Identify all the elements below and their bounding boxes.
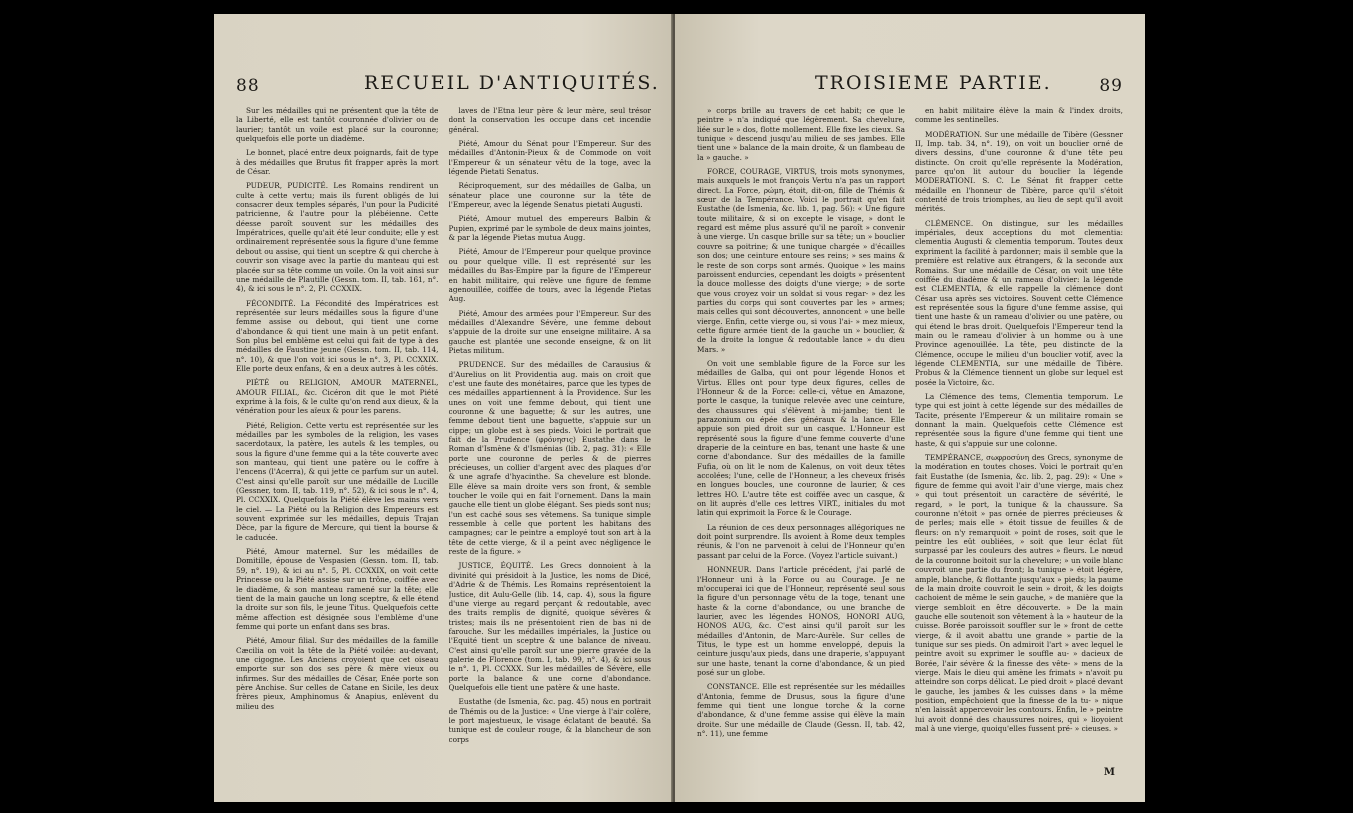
column-2 — [449, 106, 652, 790]
paragraph: Piété, Religion. Cette vertu est représentée sur les médailles par les symboles de la religion, les vases sacerdotaux, la patère, les autels & les temples, ou sous la figure d'une femme qui a la tête couverte avec son manteau, qui tient une patère ou le coffre à l'encens (l'Acerra), & qui jette ce parfum sur un autel. C'est ainsi qu'elle paroît sur une médaille de Lucille (Gessner, tom. II, tab. 119, n°. 52), & ici sous le n°. 4, Pl. CCXXIX. Quelquefois la Piété élève les mains vers le ciel. — La Piété ou la Religion des Empereurs est souvent exprimée sur les médailles, depuis Trajan Dèce, par la figure de Mercure, qui tient la bourse & le caducée. — [236, 420, 439, 542]
paragraph: MODÉRATION. Sur une médaille de Tibère (Gessner II, Imp. tab. 34, n°. 19), on voit un bouclier orné de divers dessins, d'une couronne & d'une tête peu distincte. On croit qu'elle représente la Modération, parce qu'on lit autour du bouclier la légende MODERATIONI. S. C. Le Sénat fit frapper cette médaille en l'honneur de Tibère, parce qu'il s'étoit contenté de trois triomphes, au lieu de sept qu'il avoit mérités. — [915, 129, 1123, 214]
paragraph: PUDEUR, PUDICITÉ. Les Romains rendirent un culte à cette vertu; mais ils furent obligés de lui consacrer deux temples séparés, l'un pour la Pudicité patricienne, & l'autre pour la plébéienne. Cette déesse paroît souvent sur les médailles des Impératrices, quelle qu'ait été leur conduite; elle y est ordinairement représentée sous la figure d'une femme debout ou assise, qui tient un sceptre & qui cherche à couvrir son visage avec la partie du manteau qui est placée sur sa tête comme un voile. On la voit ainsi sur une médaille de Plautille (Gessn. tom. II, tab. 161, n°. 4), & ici sous le n°. 2, Pl. CCXXIX. — [236, 181, 439, 294]
paragraph: Sur les médailles qui ne présentent que la tête de la Liberté, elle est tantôt couronnée d'olivier ou de laurier; tantôt un voile est placé sur la couronne; quelquefois elle porte un diadème. — [236, 106, 439, 144]
page-number: 89 — [1099, 76, 1123, 96]
paragraph: FÉCONDITÉ. La Fécondité des Impératrices est représentée sur leurs médailles sous la figure d'une femme assise ou debout, qui tient une corne d'abondance & qui tient une main à un petit enfant. Son plus bel emblème est celui qui fait de type à des médailles de Faustine jeune (Gessn. tom. II, tab. 114, n°. 10), & que l'on voit ici sous le n°. 3, Pl. CCXXIX. Elle porte deux enfans, & en a deux autres à les côtés. — [236, 298, 439, 373]
paragraph: » corps brille au travers de cet habit; ce que le peintre » n'a indiqué que légèrement. Sa chevelure, liée sur le » dos, flotte mollement. Elle fixe les cieux. Sa tunique » descend jusqu'au milieu de ses jambes. Elle tient une » balance de la main droite, & un flambeau de la » gauche. » — [697, 106, 905, 162]
paragraph: Piété, Amour mutuel des empereurs Balbin & Pupien, exprimé par le symbole de deux mains jointes, & par la légende Pietas mutua Augg. — [448, 214, 651, 243]
paragraph: HONNEUR. Dans l'article précédent, j'ai parlé de l'Honneur uni à la Force ou au Courage. Je ne m'occuperai ici que de l'Honneur, représenté seul sous la figure d'un personnage vêtu de la toge, tenant une haste & la corne d'abondance, ou une branche de laurier, avec les légendes HONOS, HONORI AUG, HONOS AUG, &c. C'est ainsi qu'il paroît sur les médailles d'Antonin, de Marc-Aurèle. Sur celles de Titus, le type est un homme enveloppé, depuis la ceinture jusqu'aux pieds, dans une draperie, s'appuyant sur une haste, tenant la corne d'abondance, & un pied posé sur un globe. — [697, 565, 905, 677]
page-number: 88 — [236, 76, 260, 96]
paragraph: Eustathe (de Ismenia, &c. pag. 45) nous en portrait de Thémis ou de la Justice: « Une vierge à l'air colère, le port majestueux, le visage éclatant de beauté. Sa tunique est de couleur rouge, & la blancheur de son corps — [448, 697, 651, 744]
paragraph: Piété, Amour filial. Sur des médailles de la famille Cæcilia on voit la tête de la Piété voilée: au-devant, une cigogne. Les Anciens croyoient que cet oiseau emporte sur son dos ses père & mère vieux ou infirmes. Sur des médailles de César, Enée porte son père Anchise. Sur celles de Catane en Sicile, les deux frères pieux, Amphinomus & Anapius, enlèvent du milieu des — [236, 636, 439, 711]
paragraph: Piété, Amour maternel. Sur les médailles de Domitille, épouse de Vespasien (Gessn. tom. II, tab. 59, n°. 19), & ici au n°. 5, Pl. CCXXIX, on voit cette Princesse ou la Piété assise sur un trône, coiffée avec le diadème, & son manteau ramené sur la tête; elle tient de la main gauche un long sceptre, & elle étend la droite sur son fils, le jeune Titus. Quelquefois cette même affection est désignée sous l'emblème d'une femme qui porte un enfant dans ses bras. — [236, 547, 439, 631]
left-page — [214, 14, 673, 802]
paragraph: Piété, Amour de l'Empereur pour quelque province ou pour quelque ville. Il est représenté sur les médailles du Bas-Empire par la figure de l'Empereur en habit militaire, qui relève une figure de femme agenouillée, coiffée de tours, avec la légende Pietas Aug. — [448, 247, 651, 304]
paragraph: laves de l'Etna leur père & leur mère, seul trésor dont la conservation les occupe dans cet incendie général. — [448, 106, 651, 134]
paragraph: Réciproquement, sur des médailles de Galba, un sénateur place une couronne sur la tête de l'Empereur, avec la légende Senatus pietati Augusti. — [448, 181, 651, 210]
column-1 — [697, 106, 905, 790]
paragraph: FORCE, COURAGE, VIRTUS, trois mots synonymes, mais auxquels le mot françois Vertu n'a pas un rapport direct. La Force, ρώμη, étoit, dit-on, fille de Thémis & sœur de la Tempérance. Voici le portrait qu'en fait Eustathe (de Ismenia, &c. lib. 1, pag. 56): « Une figure toute militaire, & si on excepte le visage, » dont le regard est même plus assuré qu'il ne paroît » convenir à une vierge. Un casque brille sur sa tête; un » bouclier couvre sa poitrine; & une tunique chargée » d'écailles son dos; une ceinture entoure ses reins; » ses mains & le reste de son corps sont armés. Quoique » les mains paroissent endurcies, cependant les doigts » présentent la douce mollesse des doigts d'une vierge; » de sorte que vous croyez voir un soldat si vous regar- » dez les parties du corps qui sont couvertes par les » armes; mais celles qui sont découvertes, annoncent » une belle vierge. Enfin, cette vierge ou, si vous l'ai- » mez mieux, cette figure armée tient de la gauche un » bouclier, & de la droite la longue & redoutable lance » du dieu Mars. » — [697, 167, 905, 354]
running-head: RECUEIL D'ANTIQUITÉS. — [364, 72, 660, 94]
column-2 — [915, 106, 1123, 790]
paragraph: JUSTICE, ÉQUITÉ. Les Grecs donnoient à la divinité qui présidoit à la Justice, les noms de Dicé, d'Adrie & de Thémis. Les Romains représentoient la Justice, dit Aulu-Gelle (lib. 14, cap. 4), sous la figure d'une vierge au regard perçant & redoutable, avec des traits remplis de dignité, quoique sévères & tristes; mais ils ne présentoient rien de bas ni de farouche. Sur les médailles impériales, la Justice ou l'Equité tient un sceptre & une balance de niveau. C'est ainsi qu'elle paroît sur une pierre gravée de la galerie de Florence (tom. I, tab. 99, n°. 4), & ici sous le n°. 1, Pl. CCXXX. Sur les médailles de Sévère, elle porte la balance & une corne d'abondance. Quelquefois elle tient une patère & une haste. — [448, 561, 651, 692]
running-head: TROISIEME PARTIE. — [815, 72, 1052, 94]
paragraph: CLÉMENCE. On distingue, sur les médailles impériales, deux acceptions du mot clementia: clementia Augusti & clementia temporum. Toutes deux expriment la facilité à pardonner; mais il semble que la première est relative aux étrangers, & la seconde aux Romains. Sur une médaille de César, on voit une tête coiffée du diadème & un rameau d'olivier: la légende est CLEMENTIA, & elle rappelle la clémence dont César usa après ses victoires. Souvent cette Clémence est représentée sous la figure d'une femme assise, qui tient une haste & un rameau d'olivier ou une patère, ou qui étend le bras droit. Quelquefois l'Empereur tend la main ou le rameau d'olivier à un homme ou à une Province agenouillée. La tête, peu distincte de la Clémence, occupe le milieu d'un bouclier votif, avec la légende CLEMENTIA, sur une médaille de Tibère. Probus & la Clémence tiennent un globe sur lequel est posée la Victoire, &c. — [915, 218, 1123, 387]
signature-mark: M — [1103, 767, 1115, 778]
paragraph: PRUDENCE. Sur des médailles de Carausius & d'Aurelius on lit Providentia aug. mais on croit que c'est une faute des monétaires, parce que les types de ces médailles appartiennent à la Providence. Sur les unes on voit une femme debout, qui tient une couronne & une baguette; & sur les autres, une femme debout tient une baguette, s'appuie sur un cippe; un globe est à ses pieds. Voici le portrait que fait de la Prudence (φρόνησις) Eustathe dans le Roman d'Ismène & d'Isménias (lib. 2, pag. 31): « Elle porte une couronne de perles & de pierres précieuses, un collier d'argent avec des plaques d'or & une agrafe d'hyacinthe. Sa chevelure est blonde. Elle élève sa main droite vers son front, & semble toucher le voile qui en fait l'ornement. Dans la main gauche elle tient un globe élégant. Ses pieds sont nus; l'un est caché sous ses vêtemens. Sa tunique simple ressemble à celle que portent les habitans des campagnes; car le peintre a employé tout son art à la tête de cette vierge, & il a peint avec négligence le reste de la figure. » — [448, 360, 651, 557]
paragraph: Piété, Amour des armées pour l'Empereur. Sur des médailles d'Alexandre Sévère, une femme debout s'appuie de la droite sur une enseigne militaire. A sa gauche est plantée une seconde enseigne, & on lit Pietas militum. — [448, 308, 651, 355]
paragraph: Piété, Amour du Sénat pour l'Empereur. Sur des médailles d'Antonin-Pieux & de Commode on voit l'Empereur & un sénateur vêtu de la toge, avec la légende Pietati Senatus. — [448, 139, 651, 177]
text-columns — [697, 106, 1123, 790]
paragraph: TEMPÉRANCE, σωφροσύνη des Grecs, synonyme de la modération en toutes choses. Voici le portrait qu'en fait Eustathe (de Ismenia, &c. lib. 2, pag. 29): « Une » figure de femme qui avoit l'air d'une vierge, mais chez » qui tout présentoit un caractère de sévérité, le regard, » le port, la tunique & la chaussure. Sa couronne n'étoit » pas ornée de pierres précieuses & de perles; mais elle » étoit tissue de feuilles & de fleurs: on n'y remarquoit » point de roses, soit que le peintre les eût oubliées, » soit que leur éclat fût surpassé par les couleurs des autres » fleurs. Le nœud de la couronne boitoit sur la chevelure; » un voile blanc couvroit une partie du front; la tunique » étoit légère, ample, blanche, & flottante jusqu'aux » pieds; la paume de la main droite couvroit le sein » droit, & les doigts cachoient de même le sein gauche, » de manière que la vierge sembloit en être découverte. » De la main gauche elle soutenoit son vêtement à la » hauteur de la cuisse. Borée paroissoit souffler sur le » front de cette vierge, & il avoit abattu une grande » partie de la tunique sur ses pieds. On admiroit l'art » avec lequel le peintre avoit su exprimer le souffle au- » dacieux de Borée, l'air sévère & la finesse des vête- » mens de la vierge. Mais le dieu qui amène les frimats » n'avoit pu atteindre son corps délicat. Le pied droit » placé devant le gauche, les jambes & les cuisses dans » la même position, empêchoient que la finesse de la tu- » nique n'en laissât appercevoir les contours. Enfin, le » peintre lui avoit donné des chaussures noires, qui » lioyoient mal à une vierge, quoiqu'elles fussent pré- » cieuses. » — [915, 453, 1123, 733]
paragraph: en habit militaire élève la main & l'index droits, comme les sentinelles. — [915, 106, 1123, 125]
right-page — [675, 14, 1145, 802]
column-1 — [236, 106, 439, 790]
text-columns — [236, 106, 651, 790]
paragraph: CONSTANCE. Elle est représentée sur les médailles d'Antonia, femme de Drusus, sous la figure d'une femme qui tient une longue torche & la corne d'abondance, & d'une femme assise qui élève la main droite. Sur une médaille de Claude (Gessn. II, tab. 42, n°. 11), une femme — [697, 682, 905, 738]
paragraph: La Clémence des tems, Clementia temporum. Le type qui est joint à cette légende sur des médailles de Tacite, présente l'Empereur & un militaire romain se donnant la main. Quelquefois cette Clémence est représentée sous la figure d'une femme qui tient une haste, & qui s'appuie sur une colonne. — [915, 391, 1123, 448]
paragraph: On voit une semblable figure de la Force sur les médailles de Galba, qui ont pour légende Honos et Virtus. Elles ont pour type deux figures, celles de l'Honneur & de la Force: celle-ci, vêtue en Amazone, porte le casque, la tunique relevée avec une ceinture, des chaussures qui s'élèvent à mi-jambe; tient le parazonium ou épée des généraux & la lance. Elle appuie son pied droit sur un casque. L'Honneur est représenté sous la figure d'une femme couverte d'une draperie de la ceinture en bas, tenant une haste & une corne d'abondance. Sur des médailles de la famille Fufia, où on lit le nom de Kalenus, on voit deux têtes accolées; l'une, celle de l'Honneur, a les cheveux frisés en longues boucles, une couronne de laurier, & ces lettres HO. L'autre tête est coiffée avec un casque, & on lit auprès d'elle ces lettres VIRT., initiales du mot latin qui exprimoit la Force & le Courage. — [697, 358, 905, 518]
paragraph: Le bonnet, placé entre deux poignards, fait de type à des médailles que Brutus fit frapper après la mort de César. — [236, 148, 439, 177]
paragraph: La réunion de ces deux personnages allégoriques ne doit point surprendre. Ils avoient à Rome deux temples réunis, & l'on ne parvenoit à celui de l'Honneur qu'en passant par celui de la Force. (Voyez l'article suivant.) — [697, 522, 905, 560]
paragraph: PIÉTÉ ou RELIGION, AMOUR MATERNEL, AMOUR FILIAL, &c. Cicéron dit que le mot Piété exprime à la fois, & le culte qu'on rend aux dieux, & la vénération pour les aïeux & pour les parens. — [236, 378, 439, 416]
